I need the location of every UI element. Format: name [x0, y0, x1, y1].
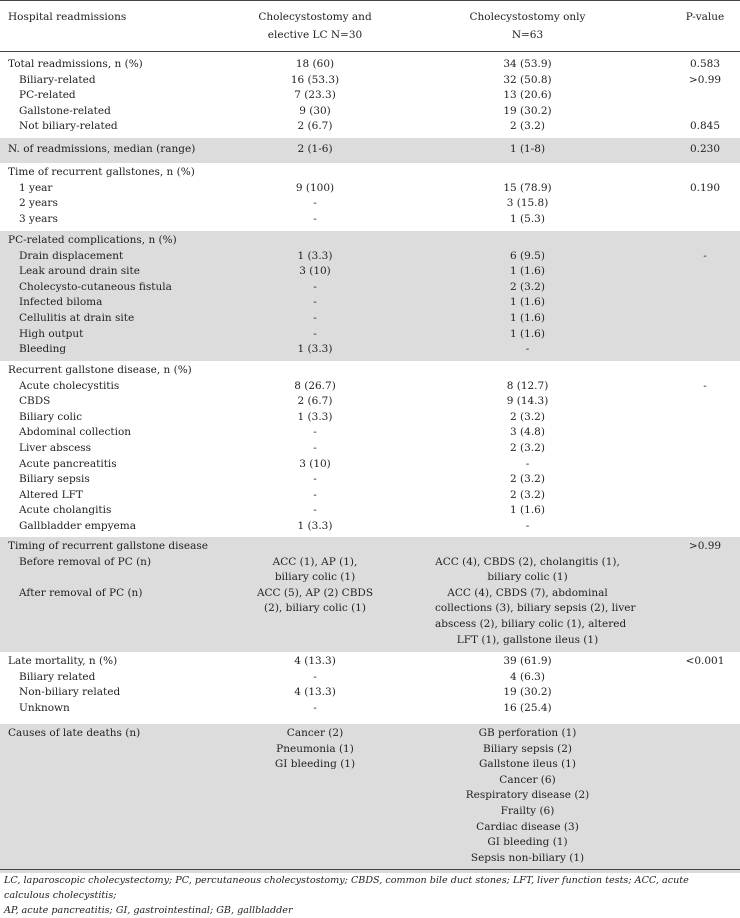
header-cholecystostomy-only-line1: Cholecystostomy only [469, 11, 586, 23]
cell-cholecystostomy-lc: - [313, 312, 317, 324]
cell-cholecystostomy-only: 15 (78.9) [503, 181, 552, 194]
cell-p-value: 0.230 [689, 143, 721, 155]
cell-cholecystostomy-lc: - [313, 701, 317, 714]
cell-cholecystostomy-lc: 2 (1-6) [297, 143, 333, 155]
cell-cholecystostomy-lc: 9 (30) [299, 104, 331, 117]
cell-cholecystostomy-lc: 18 (60) [295, 58, 335, 70]
row-label: Biliary related [19, 670, 96, 683]
header-cholecystostomy-lc-line2: elective LC N=30 [267, 29, 363, 41]
row-label: Before removal of PC (n) [19, 555, 152, 568]
header-p-value: P-value [685, 11, 725, 23]
cell-p-value: 0.845 [689, 120, 721, 133]
cell-cholecystostomy-lc: 7 (23.3) [294, 89, 336, 102]
cell-cholecystostomy-lc: Cancer (2) [286, 727, 344, 739]
cell-cholecystostomy-only: LFT (1), gallstone ileus (1) [456, 633, 599, 646]
cell-cholecystostomy-only: ACC (4), CBDS (2), cholangitis (1), [435, 555, 620, 568]
cell-cholecystostomy-only: 6 (9.5) [510, 249, 545, 262]
cell-cholecystostomy-only: 2 (3.2) [510, 442, 545, 454]
row-label: Liver abscess [19, 442, 92, 454]
cell-cholecystostomy-lc: 2 (6.7) [297, 395, 333, 408]
cell-p-value: - [703, 379, 707, 392]
row-label: Cellulitis at drain site [19, 312, 135, 324]
cell-cholecystostomy-only: 2 (3.2) [510, 473, 545, 486]
cell-cholecystostomy-only: 3 (4.8) [510, 426, 545, 439]
cell-cholecystostomy-lc: 3 (10) [299, 265, 331, 278]
section-late-mortality [0, 652, 740, 724]
cell-p-value: 0.190 [689, 181, 721, 194]
cell-cholecystostomy-only: Cardiac disease (3) [476, 820, 579, 833]
cell-cholecystostomy-only: 13 (20.6) [503, 89, 552, 102]
cell-cholecystostomy-only: 1 (5.3) [510, 212, 545, 225]
cell-cholecystostomy-lc: ACC (1), AP (1), [272, 555, 358, 568]
cell-cholecystostomy-lc: 2 (6.7) [297, 120, 333, 133]
cell-cholecystostomy-lc: - [313, 197, 317, 210]
cell-cholecystostomy-only: 1 (1.6) [510, 504, 545, 517]
cell-cholecystostomy-lc: - [313, 473, 317, 486]
row-label: Biliary-related [19, 73, 96, 86]
cell-cholecystostomy-lc: - [313, 442, 317, 454]
table-header [0, 0, 740, 52]
cell-cholecystostomy-only: biliary colic (1) [487, 571, 568, 584]
cell-cholecystostomy-lc: - [313, 296, 317, 309]
cell-cholecystostomy-only: 2 (3.2) [510, 410, 545, 423]
cell-cholecystostomy-lc: 1 (3.3) [297, 343, 333, 356]
cell-cholecystostomy-lc: 1 (3.3) [297, 249, 333, 262]
cell-cholecystostomy-only: 1 (1.6) [510, 265, 545, 278]
header-hospital-readmissions: Hospital readmissions [8, 11, 127, 23]
row-label: Abdominal collection [19, 426, 132, 439]
row-label: Acute cholecystitis [19, 379, 120, 392]
row-label: Acute pancreatitis [19, 457, 117, 470]
row-label: After removal of PC (n) [19, 586, 143, 599]
cell-cholecystostomy-only: Sepsis non-biliary (1) [470, 851, 585, 864]
cell-cholecystostomy-only: 2 (3.2) [510, 120, 545, 133]
cell-cholecystostomy-only: 19 (30.2) [503, 686, 552, 699]
cell-cholecystostomy-lc: 4 (13.3) [294, 686, 336, 699]
cell-cholecystostomy-lc: GI bleeding (1) [274, 758, 356, 771]
header-cholecystostomy-lc-line1: Cholecystostomy and [258, 11, 372, 23]
row-label: Causes of late deaths (n) [8, 727, 141, 739]
row-label: 3 years [19, 212, 58, 225]
cell-p-value: - [703, 249, 707, 262]
footnote-line-1: LC, laparoscopic cholecystectomy; PC, percutaneous cholecystostomy; CBDS, common bile duct stones; LFT, liver function tests; ACC, acute calculous cholecystitis; [4, 875, 689, 901]
section-n-readmissions [0, 138, 740, 163]
row-label: High output [19, 327, 84, 340]
cell-cholecystostomy-lc: ACC (5), AP (2) CBDS [256, 586, 374, 599]
row-label: 1 year [19, 181, 53, 194]
row-label: Gallbladder empyema [19, 520, 136, 532]
row-label: CBDS [19, 395, 51, 408]
cell-cholecystostomy-only: GB perforation (1) [478, 727, 577, 739]
cell-cholecystostomy-only: 9 (14.3) [506, 395, 549, 408]
cell-cholecystostomy-only: - [525, 520, 530, 532]
cell-cholecystostomy-only: 1 (1.6) [510, 312, 545, 324]
cell-cholecystostomy-only: - [525, 343, 530, 356]
row-label: Cholecysto-cutaneous fistula [19, 280, 172, 293]
cell-p-value: <0.001 [685, 655, 725, 667]
row-label: PC-related [19, 89, 76, 102]
row-label: Biliary colic [19, 410, 83, 423]
cell-cholecystostomy-lc: (2), biliary colic (1) [264, 602, 366, 615]
row-label: Non-biliary related [19, 686, 121, 699]
cell-cholecystostomy-lc: - [313, 504, 317, 517]
row-label: 2 years [19, 197, 58, 210]
table-footnote [0, 869, 740, 918]
cell-cholecystostomy-lc: 16 (53.3) [290, 73, 340, 86]
cell-cholecystostomy-lc: - [313, 670, 317, 683]
cell-p-value: 0.583 [689, 58, 721, 70]
section-recurrent-disease [0, 361, 740, 537]
cell-p-value: >0.99 [688, 540, 722, 552]
cell-cholecystostomy-only: Frailty (6) [500, 805, 555, 817]
cell-cholecystostomy-only: 34 (53.9) [503, 58, 552, 70]
row-label: Infected biloma [19, 296, 103, 309]
row-label: Not biliary-related [19, 120, 118, 133]
cell-cholecystostomy-only: 19 (30.2) [503, 104, 552, 117]
cell-cholecystostomy-only: 1 (1.6) [510, 327, 545, 340]
cell-cholecystostomy-lc: - [313, 488, 317, 501]
cell-cholecystostomy-only: 1 (1-8) [509, 143, 546, 155]
row-label: PC-related complications, n (%) [8, 234, 177, 246]
cell-cholecystostomy-only: GI bleeding (1) [487, 836, 568, 849]
row-label: Unknown [19, 701, 70, 714]
cell-cholecystostomy-only: 32 (50.8) [503, 73, 552, 86]
cell-cholecystostomy-only: 39 (61.9) [503, 655, 552, 667]
cell-cholecystostomy-only: 2 (3.2) [510, 488, 545, 501]
cell-cholecystostomy-only: - [525, 457, 530, 470]
cell-cholecystostomy-only: ACC (4), CBDS (7), abdominal [447, 586, 608, 599]
cell-cholecystostomy-lc: - [313, 280, 317, 293]
section-pc-complications [0, 231, 740, 361]
cell-cholecystostomy-lc: 9 (100) [295, 181, 335, 194]
row-label: Recurrent gallstone disease, n (%) [8, 364, 192, 376]
row-label: Altered LFT [19, 488, 83, 501]
row-label: Drain displacement [19, 249, 124, 262]
row-label: Leak around drain site [19, 265, 140, 278]
row-label: Time of recurrent gallstones, n (%) [8, 166, 195, 178]
cell-cholecystostomy-lc: biliary colic (1) [274, 571, 356, 584]
section-causes-late-deaths [0, 724, 740, 873]
section-time-recurrent [0, 163, 740, 231]
cell-cholecystostomy-lc: - [313, 426, 317, 439]
table-body [0, 52, 740, 873]
row-label: Biliary sepsis [19, 473, 90, 486]
cell-cholecystostomy-lc: 1 (3.3) [297, 410, 333, 423]
footnote-line-2: AP, acute pancreatitis; GI, gastrointestinal; GB, gallbladder [4, 905, 293, 916]
cell-cholecystostomy-only: 3 (15.8) [506, 197, 549, 210]
section-timing-recurrent [0, 537, 740, 652]
cell-cholecystostomy-only: abscess (2), biliary colic (1), altered [435, 618, 627, 630]
row-label: Acute cholangitis [19, 504, 112, 517]
cell-cholecystostomy-only: Respiratory disease (2) [465, 789, 590, 802]
row-label: N. of readmissions, median (range) [8, 143, 196, 155]
cell-cholecystostomy-only: 8 (12.7) [506, 379, 549, 392]
cell-cholecystostomy-only: 2 (3.2) [510, 280, 545, 293]
cell-cholecystostomy-lc: 3 (10) [299, 457, 331, 470]
cell-cholecystostomy-only: 1 (1.6) [510, 296, 545, 309]
section-readmissions [0, 52, 740, 138]
cell-cholecystostomy-only: 16 (25.4) [503, 701, 552, 714]
cell-cholecystostomy-lc: 8 (26.7) [294, 379, 336, 392]
cell-p-value: >0.99 [688, 73, 722, 86]
cell-cholecystostomy-only: Gallstone ileus (1) [479, 758, 576, 771]
row-label: Gallstone-related [19, 104, 111, 117]
row-label: Bleeding [19, 343, 67, 356]
cell-cholecystostomy-only: Biliary sepsis (2) [482, 742, 572, 755]
row-label: Total readmissions, n (%) [8, 58, 143, 70]
footnote-abbreviations [0, 870, 740, 918]
row-label: Late mortality, n (%) [8, 655, 118, 667]
cell-cholecystostomy-only: collections (3), biliary sepsis (2), liver [435, 602, 636, 615]
cell-cholecystostomy-lc: - [313, 212, 317, 225]
row-label: Timing of recurrent gallstone disease [8, 540, 208, 552]
cell-cholecystostomy-only: Cancer (6) [499, 773, 556, 786]
cell-cholecystostomy-lc: - [313, 327, 317, 340]
cell-cholecystostomy-lc: 1 (3.3) [297, 520, 333, 532]
cell-cholecystostomy-lc: Pneumonia (1) [276, 742, 354, 755]
header-cholecystostomy-only-line2: N=63 [511, 29, 544, 41]
cell-cholecystostomy-only: 4 (6.3) [510, 670, 545, 683]
cell-cholecystostomy-lc: 4 (13.3) [294, 655, 336, 667]
